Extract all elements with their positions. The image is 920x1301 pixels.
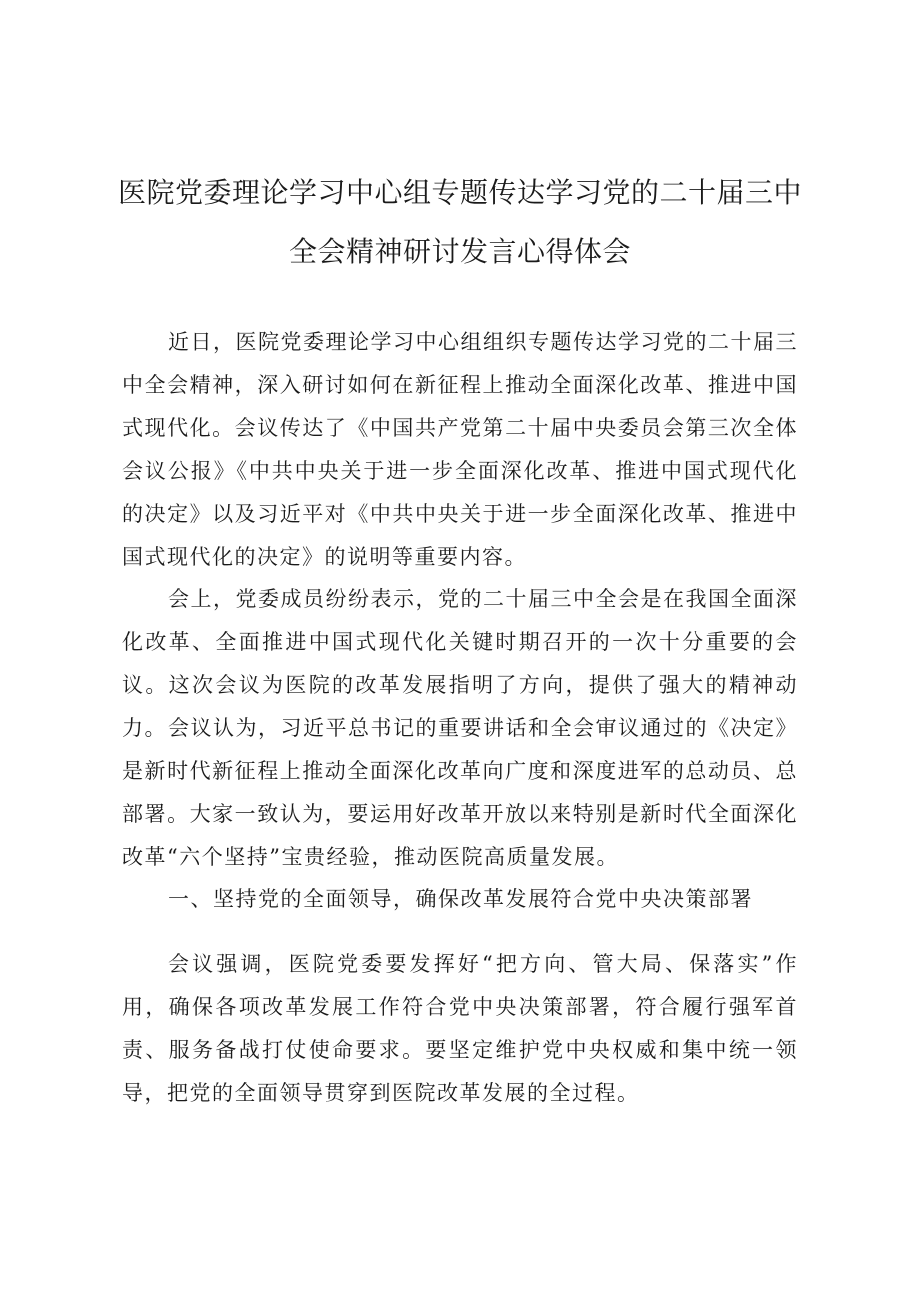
document-title-line-1: 医院党委理论学习中心组专题传达学习党的二十届三中 [117,176,802,209]
paragraph-section-1-body: 会议强调，医院党委要发挥好“把方向、管大局、保落实”作用，确保各项改革发展工作符合党中央决策部署，符合履行强军首责、服务备战打仗使命要求。要坚定维护党中央权威和集中统一领导，把党的全面领导贯穿到医院改革发展的全过程。 [122,952,798,1105]
paragraph-meeting-conclusion: 会议认为，习近平总书记的重要讲话和全会审议通过的《决定》是新时代新征程上推动全面深化改革向广度和深度进军的总动员、总部署。大家一致认为，要运用好改革开放以来特别是新时代全面深化改革“六个坚持”宝贵经验，推动医院高质量发展。 [122,716,798,869]
paragraph-meeting-views: 会上，党委成员纷纷表示，党的二十届三中全会是在我国全面深化改革、全面推进中国式现代化关键时期召开的一次十分重要的会议。这次会议为医院的改革发展指明了方向，提供了强大的精神动力。 [122,587,798,740]
document-title-line-2: 全会精神研讨发言心得体会 [288,235,631,268]
section-heading-1: 一、坚持党的全面领导，确保改革发展符合党中央决策部署 [168,887,753,911]
paragraph-intro: 近日，医院党委理论学习中心组组织专题传达学习党的二十届三中全会精神，深入研讨如何在新征程上推动全面深化改革、推进中国式现代化。会议传达了《中国共产党第二十届中央委员会第三次全体会议公报》《中共中央关于进一步全面深化改革、推进中国式现代化的决定》以及习近平对《中共中央关于进一步全面深化改革、推进中国式现代化的决定》的说明等重要内容。 [122,330,798,569]
